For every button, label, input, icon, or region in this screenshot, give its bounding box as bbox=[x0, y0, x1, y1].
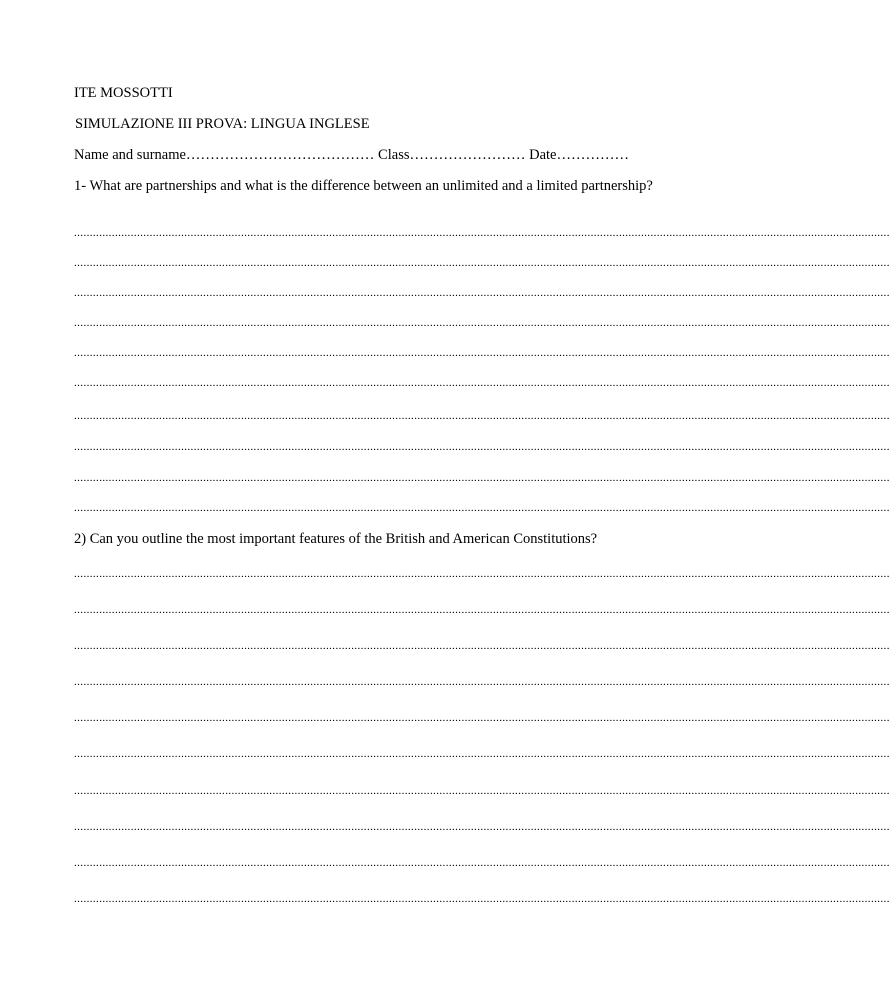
answer-line-q1-1[interactable]: ................................................................................................................................................................................................................................................................... bbox=[74, 227, 890, 239]
answer-line-q1-10[interactable]: ................................................................................................................................................................................................................................................................... bbox=[74, 502, 890, 514]
answer-line-q1-5[interactable]: ................................................................................................................................................................................................................................................................... bbox=[74, 347, 890, 359]
answer-line-q1-2[interactable]: ................................................................................................................................................................................................................................................................... bbox=[74, 257, 890, 269]
answer-line-q2-2[interactable]: ................................................................................................................................................................................................................................................................... bbox=[74, 604, 890, 616]
answer-line-q1-7[interactable]: ................................................................................................................................................................................................................................................................... bbox=[74, 410, 890, 422]
answer-line-q1-9[interactable]: ................................................................................................................................................................................................................................................................... bbox=[74, 472, 890, 484]
name-class-date-row: Name and surname………………………………… Class…………………… Date…………… bbox=[74, 147, 629, 163]
answer-line-q2-6[interactable]: ................................................................................................................................................................................................................................................................... bbox=[74, 748, 890, 760]
answer-line-q1-3[interactable]: ................................................................................................................................................................................................................................................................... bbox=[74, 287, 890, 299]
answer-line-q2-10[interactable]: ................................................................................................................................................................................................................................................................... bbox=[74, 893, 890, 905]
question-1: 1- What are partnerships and what is the difference between an unlimited and a limited partnership? bbox=[74, 178, 653, 194]
answer-line-q2-8[interactable]: ................................................................................................................................................................................................................................................................... bbox=[74, 821, 890, 833]
answer-line-q1-6[interactable]: ................................................................................................................................................................................................................................................................... bbox=[74, 377, 890, 389]
answer-line-q2-9[interactable]: ................................................................................................................................................................................................................................................................... bbox=[74, 857, 890, 869]
answer-line-q2-7[interactable]: ................................................................................................................................................................................................................................................................... bbox=[74, 785, 890, 797]
answer-line-q1-4[interactable]: ................................................................................................................................................................................................................................................................... bbox=[74, 317, 890, 329]
answer-line-q2-5[interactable]: ................................................................................................................................................................................................................................................................... bbox=[74, 712, 890, 724]
answer-line-q1-8[interactable]: ................................................................................................................................................................................................................................................................... bbox=[74, 441, 890, 453]
school-name: ITE MOSSOTTI bbox=[74, 85, 173, 101]
question-2: 2) Can you outline the most important features of the British and American Constitutions? bbox=[74, 531, 598, 547]
answer-line-q2-1[interactable]: ................................................................................................................................................................................................................................................................... bbox=[74, 568, 890, 580]
exam-title: SIMULAZIONE III PROVA: LINGUA INGLESE bbox=[75, 116, 370, 132]
answer-line-q2-3[interactable]: ................................................................................................................................................................................................................................................................... bbox=[74, 640, 890, 652]
answer-line-q2-4[interactable]: ................................................................................................................................................................................................................................................................... bbox=[74, 676, 890, 688]
